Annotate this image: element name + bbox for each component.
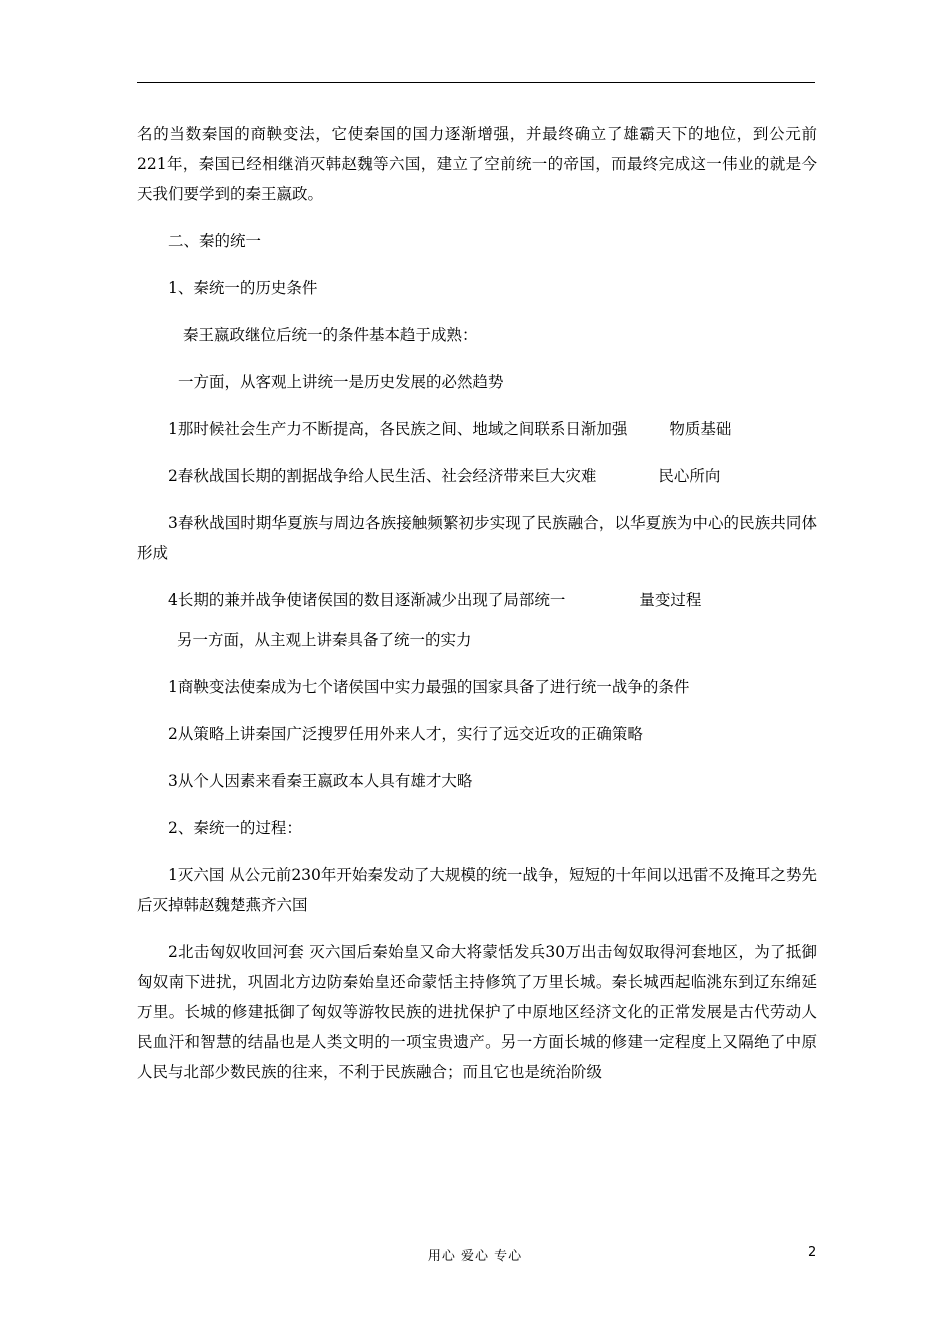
intro-paragraph: 名的当数秦国的商鞅变法，它使秦国的国力逐渐增强，并最终确立了雄霸天下的地位，到公元前221年，秦国已经相继消灭韩赵魏等六国，建立了空前统一的帝国，而最终完成这一伟业的就是今天我们要学到的秦王嬴政。 bbox=[137, 125, 817, 203]
document-body bbox=[137, 119, 817, 1104]
objective-heading: 一方面，从客观上讲统一是历史发展的必然趋势 bbox=[178, 373, 504, 391]
page-number: 2 bbox=[808, 1245, 817, 1260]
objective-item-tag: 民心所向 bbox=[658, 467, 721, 485]
subjective-item-2: 2从策略上讲秦国广泛搜罗任用外来人才，实行了远交近攻的正确策略 bbox=[168, 725, 643, 743]
objective-item-text: 4长期的兼并战争使诸侯国的数目逐渐减少出现了局部统一 bbox=[168, 591, 566, 609]
subjective-heading: 另一方面，从主观上讲秦具备了统一的实力 bbox=[177, 631, 472, 649]
section-heading-unification: 二、秦的统一 bbox=[168, 232, 262, 250]
process-item-1: 1灭六国 从公元前230年开始秦发动了大规模的统一战争，短短的十年间以迅雷不及掩耳之势先后灭掉韩赵魏楚燕齐六国 bbox=[137, 866, 817, 914]
objective-item-tag: 量变过程 bbox=[639, 591, 702, 609]
header-rule bbox=[137, 82, 815, 83]
process-item-2: 2北击匈奴收回河套 灭六国后秦始皇又命大将蒙恬发兵30万出击匈奴取得河套地区，为了抵御匈奴南下进扰，巩固北方边防秦始皇还命蒙恬主持修筑了万里长城。秦长城西起临洮东到辽东绵延万里。长城的修建抵御了匈奴等游牧民族的进扰保护了中原地区经济文化的正常发展是古代劳动人民血汗和智慧的结晶也是人类文明的一项宝贵遗产。另一方面长城的修建一定程度上又隔绝了中原人民与北部少数民族的往来，不利于民族融合；而且它也是统治阶级 bbox=[137, 943, 817, 1081]
footer-slogan: 用心 爱心 专心 bbox=[427, 1249, 523, 1264]
subjective-item-3: 3从个人因素来看秦王嬴政本人具有雄才大略 bbox=[168, 772, 473, 790]
objective-item-tag: 物质基础 bbox=[669, 420, 732, 438]
objective-item-text: 3春秋战国时期华夏族与周边各族接触频繁初步实现了民族融合，以华夏族为中心的民族共同体形成 bbox=[137, 514, 817, 562]
objective-item-4 bbox=[137, 585, 817, 615]
objective-item-1 bbox=[137, 414, 817, 444]
process-heading: 2、秦统一的过程： bbox=[168, 819, 302, 837]
objective-item-3 bbox=[137, 508, 817, 568]
subjective-item-1: 1商鞅变法使秦成为七个诸侯国中实力最强的国家具备了进行统一战争的条件 bbox=[168, 678, 690, 696]
objective-item-text: 1那时候社会生产力不断提高，各民族之间、地域之间联系日渐加强 bbox=[168, 420, 628, 438]
conditions-intro: 秦王嬴政继位后统一的条件基本趋于成熟： bbox=[183, 326, 478, 344]
objective-item-2 bbox=[137, 461, 817, 491]
subsection-heading-conditions: 1、秦统一的历史条件 bbox=[168, 279, 318, 297]
objective-item-text: 2春秋战国长期的割据战争给人民生活、社会经济带来巨大灾难 bbox=[168, 467, 597, 485]
